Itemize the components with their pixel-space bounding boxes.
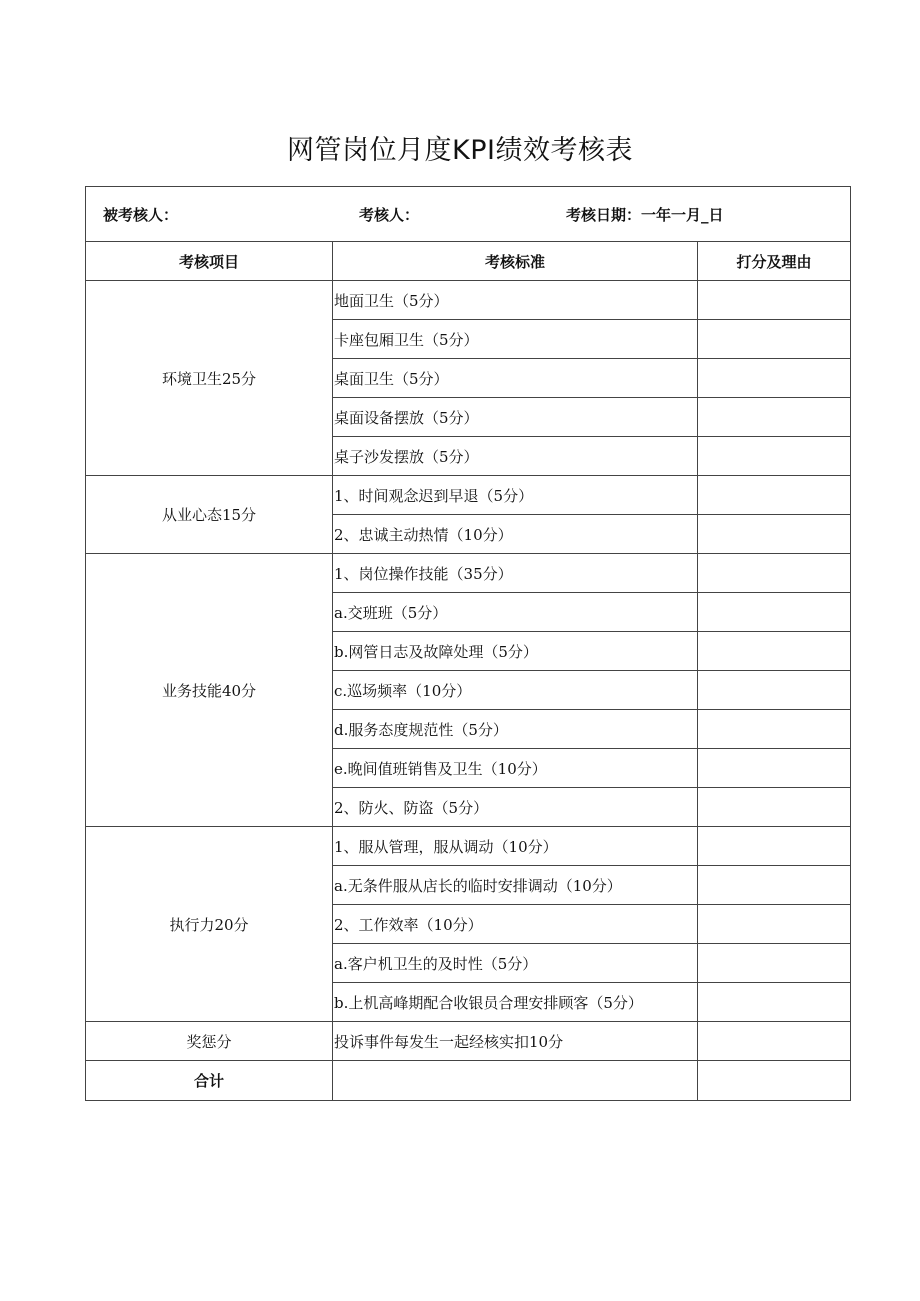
assessor-label: 考核人： [359,206,420,224]
score-input-cell[interactable] [698,359,851,398]
criterion-cell: 1、时间观念迟到早退（5分） [333,476,698,515]
score-input-cell[interactable] [698,905,851,944]
criterion-cell: 地面卫生（5分） [333,281,698,320]
total-label: 合计 [86,1061,333,1101]
category-cell: 业务技能40分 [86,554,333,827]
table-body [86,281,851,1061]
score-input-cell[interactable] [698,827,851,866]
score-input-cell[interactable] [698,710,851,749]
table-row [86,827,851,866]
score-input-cell[interactable] [698,944,851,983]
criterion-cell: a.交班班（5分） [333,593,698,632]
score-input-cell[interactable] [698,671,851,710]
score-input-cell[interactable] [698,788,851,827]
criterion-cell: b.上机高峰期配合收银员合理安排顾客（5分） [333,983,698,1022]
criterion-cell: e.晚间值班销售及卫生（10分） [333,749,698,788]
score-input-cell[interactable] [698,515,851,554]
total-standard-cell[interactable] [333,1061,698,1101]
category-cell: 执行力20分 [86,827,333,1022]
page-title: 网管岗位月度KPI绩效考核表 [287,135,633,166]
score-input-cell[interactable] [698,632,851,671]
criterion-cell: a.客户机卫生的及时性（5分） [333,944,698,983]
score-input-cell[interactable] [698,437,851,476]
info-row [86,187,851,242]
criterion-cell: 卡座包厢卫生（5分） [333,320,698,359]
header-standard: 考核标准 [333,242,698,281]
score-input-cell[interactable] [698,866,851,905]
category-cell: 奖惩分 [86,1022,333,1061]
assessee-label: 被考核人： [103,206,179,224]
table-row [86,554,851,593]
score-input-cell[interactable] [698,593,851,632]
header-score: 打分及理由 [698,242,851,281]
criterion-cell: 桌面设备摆放（5分） [333,398,698,437]
criterion-cell: 1、岗位操作技能（35分） [333,554,698,593]
criterion-cell: 2、防火、防盗（5分） [333,788,698,827]
criterion-cell: 桌面卫生（5分） [333,359,698,398]
table-row [86,1022,851,1061]
criterion-cell: 2、忠诚主动热情（10分） [333,515,698,554]
date-label: 考核日期：一年一月_日 [566,206,724,224]
kpi-table [85,186,851,1101]
score-input-cell[interactable] [698,983,851,1022]
criterion-cell: 2、工作效率（10分） [333,905,698,944]
table-row [86,281,851,320]
category-cell: 环境卫生25分 [86,281,333,476]
criterion-cell: c.巡场频率（10分） [333,671,698,710]
score-input-cell[interactable] [698,749,851,788]
column-header-row [86,242,851,281]
score-input-cell[interactable] [698,476,851,515]
criterion-cell: a.无条件服从店长的临时安排调动（10分） [333,866,698,905]
category-cell: 从业心态15分 [86,476,333,554]
score-input-cell[interactable] [698,398,851,437]
score-input-cell[interactable] [698,281,851,320]
total-row [86,1061,851,1101]
total-score-cell[interactable] [698,1061,851,1101]
header-item: 考核项目 [86,242,333,281]
score-input-cell[interactable] [698,320,851,359]
table-row [86,476,851,515]
score-input-cell[interactable] [698,1022,851,1061]
criterion-cell: b.网管日志及故障处理（5分） [333,632,698,671]
criterion-cell: 桌子沙发摆放（5分） [333,437,698,476]
criterion-cell: d.服务态度规范性（5分） [333,710,698,749]
score-input-cell[interactable] [698,554,851,593]
criterion-cell: 投诉事件每发生一起经核实扣10分 [333,1022,698,1061]
criterion-cell: 1、服从管理，服从调动（10分） [333,827,698,866]
